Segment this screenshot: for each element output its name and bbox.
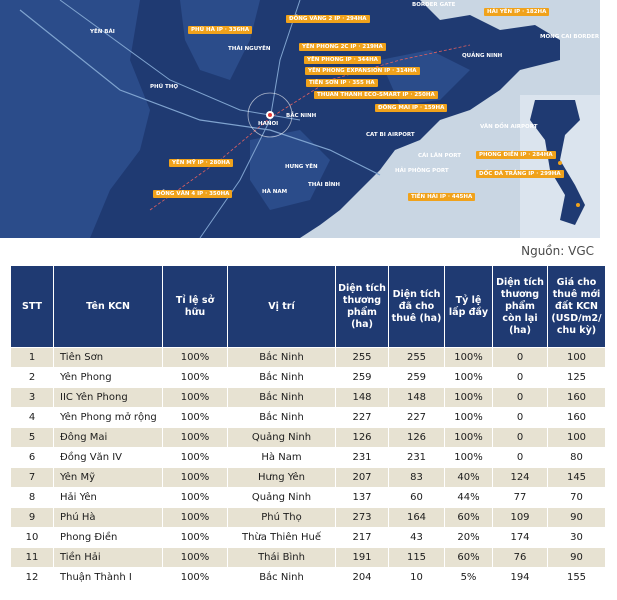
cell-ownership: 100% bbox=[163, 508, 228, 528]
cell-leased-area: 10 bbox=[389, 568, 445, 588]
header-location: Vị trí bbox=[228, 266, 336, 348]
cell-rent-price: 100 bbox=[548, 428, 606, 448]
cell-ownership: 100% bbox=[163, 568, 228, 588]
cell-remaining-area: 174 bbox=[493, 528, 548, 548]
cell-location: Bắc Ninh bbox=[228, 408, 336, 428]
place-label: BẮC NINH bbox=[286, 113, 317, 119]
cell-location: Bắc Ninh bbox=[228, 368, 336, 388]
cell-name: Tiền Hải bbox=[54, 548, 163, 568]
cell-location: Bắc Ninh bbox=[228, 388, 336, 408]
table-row bbox=[11, 388, 606, 408]
cell-occupancy: 100% bbox=[445, 428, 493, 448]
ip-label: YÊN MỸ IP · 280HA bbox=[169, 159, 233, 167]
header-commercial-area: Diện tích thương phẩm (ha) bbox=[336, 266, 389, 348]
cell-name: Thuận Thành I bbox=[54, 568, 163, 588]
cell-leased-area: 60 bbox=[389, 488, 445, 508]
cell-occupancy: 100% bbox=[445, 408, 493, 428]
cell-stt: 9 bbox=[11, 508, 54, 528]
ip-label: ĐÔNG MAI IP · 159HA bbox=[375, 104, 447, 112]
cell-commercial-area: 259 bbox=[336, 368, 389, 388]
place-label: THÁI BÌNH bbox=[308, 182, 341, 188]
place-label: CÁI LÂN PORT bbox=[418, 153, 461, 159]
ip-label: DỐC ĐÁ TRẮNG IP · 299HA bbox=[476, 170, 564, 178]
cell-location: Bắc Ninh bbox=[228, 348, 336, 368]
cell-stt: 8 bbox=[11, 488, 54, 508]
cell-name: Đồng Văn IV bbox=[54, 448, 163, 468]
cell-occupancy: 20% bbox=[445, 528, 493, 548]
cell-occupancy: 100% bbox=[445, 348, 493, 368]
cell-commercial-area: 231 bbox=[336, 448, 389, 468]
cell-rent-price: 80 bbox=[548, 448, 606, 468]
cell-rent-price: 155 bbox=[548, 568, 606, 588]
cell-commercial-area: 255 bbox=[336, 348, 389, 368]
cell-commercial-area: 126 bbox=[336, 428, 389, 448]
cell-ownership: 100% bbox=[163, 548, 228, 568]
cell-leased-area: 43 bbox=[389, 528, 445, 548]
cell-commercial-area: 207 bbox=[336, 468, 389, 488]
cell-ownership: 100% bbox=[163, 488, 228, 508]
cell-leased-area: 83 bbox=[389, 468, 445, 488]
cell-ownership: 100% bbox=[163, 408, 228, 428]
cell-rent-price: 145 bbox=[548, 468, 606, 488]
cell-rent-price: 100 bbox=[548, 348, 606, 368]
cell-ownership: 100% bbox=[163, 468, 228, 488]
cell-location: Thừa Thiên Huế bbox=[228, 528, 336, 548]
cell-occupancy: 60% bbox=[445, 508, 493, 528]
place-label: THÁI NGUYÊN bbox=[228, 46, 271, 52]
header-remaining-area: Diện tích thương phẩm còn lại (ha) bbox=[493, 266, 548, 348]
ip-label: PHONG ĐIỀN IP · 284HA bbox=[476, 151, 556, 159]
cell-location: Quảng Ninh bbox=[228, 428, 336, 448]
header-ownership: Tỉ lệ sở hữu bbox=[163, 266, 228, 348]
cell-remaining-area: 109 bbox=[493, 508, 548, 528]
cell-rent-price: 160 bbox=[548, 388, 606, 408]
cell-stt: 7 bbox=[11, 468, 54, 488]
table-header-row bbox=[11, 266, 606, 348]
industrial-park-table bbox=[10, 265, 606, 588]
cell-name: Yên Mỹ bbox=[54, 468, 163, 488]
cell-location: Hưng Yên bbox=[228, 468, 336, 488]
cell-name: Tiên Sơn bbox=[54, 348, 163, 368]
place-label: HẢI PHÒNG PORT bbox=[395, 168, 449, 174]
ip-label: TIỀN HẢI IP · 445HA bbox=[408, 193, 475, 201]
ip-label: YÊN PHONG EXPANSION IP · 314HA bbox=[305, 67, 420, 75]
place-label: MONG CAI BORDER GATE bbox=[540, 34, 617, 40]
table-row bbox=[11, 448, 606, 468]
place-label: QUẢNG NINH bbox=[462, 53, 503, 59]
cell-commercial-area: 273 bbox=[336, 508, 389, 528]
ip-label: HẢI YÊN IP · 182HA bbox=[484, 8, 549, 16]
place-label: BORDER GATE bbox=[412, 2, 456, 8]
cell-name: Phong Điền bbox=[54, 528, 163, 548]
table-row bbox=[11, 488, 606, 508]
cell-location: Quảng Ninh bbox=[228, 488, 336, 508]
cell-stt: 11 bbox=[11, 548, 54, 568]
cell-remaining-area: 0 bbox=[493, 348, 548, 368]
cell-remaining-area: 0 bbox=[493, 368, 548, 388]
cell-remaining-area: 76 bbox=[493, 548, 548, 568]
table-row bbox=[11, 368, 606, 388]
cell-name: Hải Yên bbox=[54, 488, 163, 508]
cell-occupancy: 100% bbox=[445, 388, 493, 408]
place-label: CAT BI AIRPORT bbox=[366, 132, 415, 138]
header-rent-price: Giá cho thuê mới đất KCN (USD/m2/ chu kỳ) bbox=[548, 266, 606, 348]
cell-leased-area: 259 bbox=[389, 368, 445, 388]
table-row bbox=[11, 508, 606, 528]
cell-remaining-area: 194 bbox=[493, 568, 548, 588]
cell-stt: 12 bbox=[11, 568, 54, 588]
cell-leased-area: 231 bbox=[389, 448, 445, 468]
ip-label: TIÊN SƠN IP · 355 HA bbox=[306, 79, 378, 87]
cell-remaining-area: 0 bbox=[493, 408, 548, 428]
cell-stt: 1 bbox=[11, 348, 54, 368]
place-label: PHÚ THỌ bbox=[150, 84, 179, 90]
ip-label: ĐỒNG VÀNG 2 IP · 294HA bbox=[286, 15, 370, 23]
cell-stt: 6 bbox=[11, 448, 54, 468]
cell-occupancy: 40% bbox=[445, 468, 493, 488]
cell-stt: 5 bbox=[11, 428, 54, 448]
table-row bbox=[11, 428, 606, 448]
cell-remaining-area: 124 bbox=[493, 468, 548, 488]
table-row bbox=[11, 548, 606, 568]
ip-label: ĐỒNG VĂN 4 IP · 350HA bbox=[153, 190, 232, 198]
cell-remaining-area: 0 bbox=[493, 428, 548, 448]
cell-rent-price: 160 bbox=[548, 408, 606, 428]
cell-name: Yên Phong mở rộng bbox=[54, 408, 163, 428]
cell-rent-price: 125 bbox=[548, 368, 606, 388]
cell-leased-area: 126 bbox=[389, 428, 445, 448]
cell-occupancy: 5% bbox=[445, 568, 493, 588]
cell-ownership: 100% bbox=[163, 368, 228, 388]
cell-ownership: 100% bbox=[163, 348, 228, 368]
cell-remaining-area: 0 bbox=[493, 448, 548, 468]
table-row bbox=[11, 408, 606, 428]
cell-ownership: 100% bbox=[163, 528, 228, 548]
cell-commercial-area: 227 bbox=[336, 408, 389, 428]
industrial-park-map bbox=[0, 0, 617, 238]
cell-remaining-area: 77 bbox=[493, 488, 548, 508]
cell-ownership: 100% bbox=[163, 448, 228, 468]
cell-ownership: 100% bbox=[163, 428, 228, 448]
ip-label: YÊN PHONG IP · 344HA bbox=[304, 56, 381, 64]
cell-occupancy: 44% bbox=[445, 488, 493, 508]
place-label: YÊN BÁI bbox=[90, 29, 115, 35]
cell-remaining-area: 0 bbox=[493, 388, 548, 408]
cell-occupancy: 100% bbox=[445, 448, 493, 468]
cell-commercial-area: 191 bbox=[336, 548, 389, 568]
cell-commercial-area: 204 bbox=[336, 568, 389, 588]
table-row bbox=[11, 528, 606, 548]
cell-commercial-area: 217 bbox=[336, 528, 389, 548]
cell-stt: 3 bbox=[11, 388, 54, 408]
cell-name: Đông Mai bbox=[54, 428, 163, 448]
place-label: HƯNG YÊN bbox=[285, 164, 318, 170]
cell-leased-area: 227 bbox=[389, 408, 445, 428]
header-stt: STT bbox=[11, 266, 54, 348]
cell-location: Bắc Ninh bbox=[228, 568, 336, 588]
cell-rent-price: 30 bbox=[548, 528, 606, 548]
table-row bbox=[11, 568, 606, 588]
cell-commercial-area: 148 bbox=[336, 388, 389, 408]
table-row bbox=[11, 468, 606, 488]
cell-ownership: 100% bbox=[163, 388, 228, 408]
cell-rent-price: 90 bbox=[548, 548, 606, 568]
cell-name: IIC Yên Phong bbox=[54, 388, 163, 408]
table-body bbox=[11, 348, 606, 588]
cell-location: Hà Nam bbox=[228, 448, 336, 468]
cell-occupancy: 100% bbox=[445, 368, 493, 388]
cell-location: Phú Thọ bbox=[228, 508, 336, 528]
header-leased-area: Diện tích đã cho thuê (ha) bbox=[389, 266, 445, 348]
ip-label: YÊN PHONG 2C IP · 219HA bbox=[299, 43, 386, 51]
header-name: Tên KCN bbox=[54, 266, 163, 348]
cell-stt: 2 bbox=[11, 368, 54, 388]
cell-leased-area: 164 bbox=[389, 508, 445, 528]
cell-occupancy: 60% bbox=[445, 548, 493, 568]
header-occupancy: Tỷ lệ lấp đầy bbox=[445, 266, 493, 348]
place-label: VÂN ĐỒN AIRPORT bbox=[480, 124, 538, 130]
source-caption: Nguồn: VGC bbox=[521, 244, 594, 258]
cell-name: Yên Phong bbox=[54, 368, 163, 388]
cell-location: Thái Bình bbox=[228, 548, 336, 568]
cell-leased-area: 115 bbox=[389, 548, 445, 568]
cell-leased-area: 148 bbox=[389, 388, 445, 408]
ip-label: PHÚ HÀ IP · 336HA bbox=[188, 26, 252, 34]
cell-leased-area: 255 bbox=[389, 348, 445, 368]
table-row bbox=[11, 348, 606, 368]
ip-label: THUAN THANH ECO-SMART IP · 250HA bbox=[314, 91, 438, 99]
cell-name: Phú Hà bbox=[54, 508, 163, 528]
cell-commercial-area: 137 bbox=[336, 488, 389, 508]
cell-rent-price: 70 bbox=[548, 488, 606, 508]
cell-stt: 4 bbox=[11, 408, 54, 428]
cell-stt: 10 bbox=[11, 528, 54, 548]
place-label: HANOI bbox=[258, 121, 279, 127]
place-label: HÀ NAM bbox=[262, 189, 288, 195]
cell-rent-price: 90 bbox=[548, 508, 606, 528]
